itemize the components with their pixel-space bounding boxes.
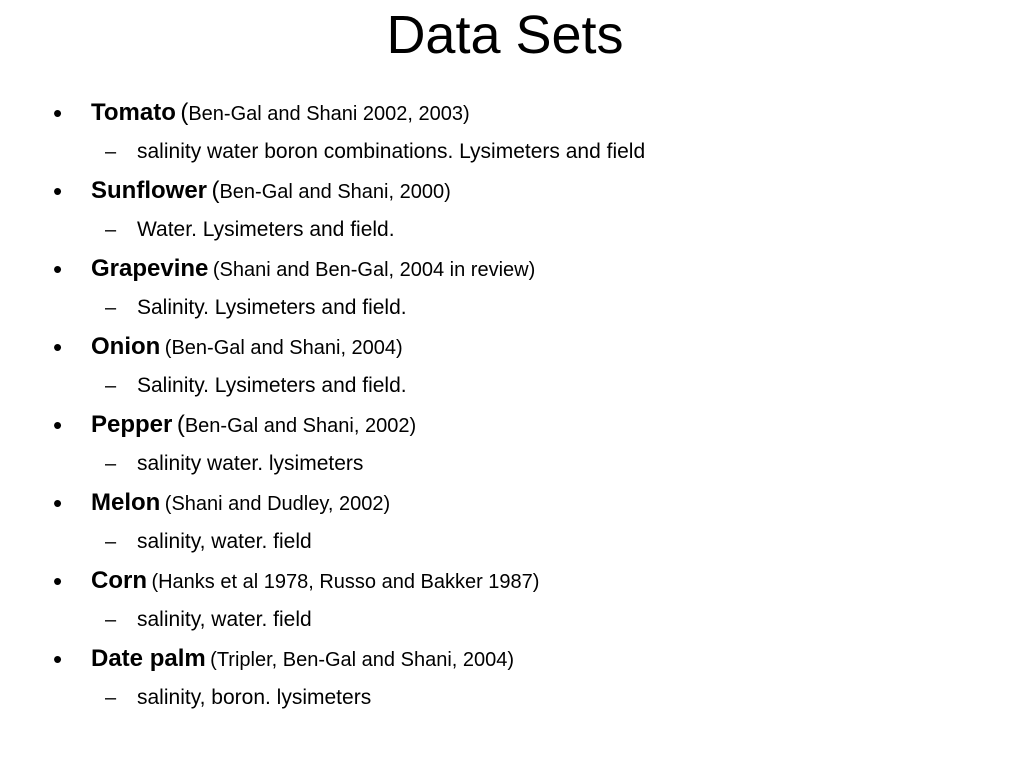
data-set-item-grapevine bbox=[0, 251, 1024, 329]
crop-entry bbox=[0, 251, 1024, 290]
crop-entry bbox=[0, 641, 1024, 680]
crop-entry bbox=[0, 329, 1024, 368]
bullet-icon: • bbox=[53, 332, 63, 362]
dash-icon: – bbox=[105, 687, 117, 709]
bullet-icon: • bbox=[53, 176, 63, 206]
data-set-item-pepper bbox=[0, 407, 1024, 485]
crop-detail: Water. Lysimeters and field. bbox=[137, 218, 395, 241]
crop-entry bbox=[0, 407, 1024, 446]
bullet-icon: • bbox=[53, 98, 63, 128]
data-set-item-date-palm bbox=[0, 641, 1024, 719]
bullet-icon: • bbox=[53, 410, 63, 440]
reference-paren: ( bbox=[211, 177, 220, 204]
data-set-list bbox=[0, 95, 1024, 719]
crop-detail-row bbox=[0, 446, 1024, 485]
crop-entry bbox=[0, 95, 1024, 134]
data-set-item-onion bbox=[0, 329, 1024, 407]
dash-icon: – bbox=[105, 219, 117, 241]
reference-text: (Hanks et al 1978, Russo and Bakker 1987) bbox=[151, 571, 540, 593]
crop-detail-row bbox=[0, 602, 1024, 641]
bullet-icon: • bbox=[53, 254, 63, 284]
crop-name: Melon bbox=[91, 489, 161, 516]
reference-paren: ( bbox=[180, 99, 189, 126]
crop-name: Corn bbox=[91, 567, 147, 594]
dash-icon: – bbox=[105, 375, 117, 397]
crop-entry bbox=[0, 173, 1024, 212]
reference-text: Ben-Gal and Shani, 2000) bbox=[219, 181, 451, 203]
data-set-item-tomato bbox=[0, 95, 1024, 173]
crop-name: Date palm bbox=[91, 645, 206, 672]
crop-name: Tomato bbox=[91, 99, 176, 126]
crop-name: Onion bbox=[91, 333, 161, 360]
crop-line bbox=[91, 407, 416, 446]
dash-icon: – bbox=[105, 453, 117, 475]
crop-detail: salinity water. lysimeters bbox=[137, 452, 364, 475]
crop-detail-row bbox=[0, 368, 1024, 407]
dash-icon: – bbox=[105, 141, 117, 163]
crop-detail-row bbox=[0, 212, 1024, 251]
reference-text: (Shani and Ben-Gal, 2004 in review) bbox=[212, 259, 536, 281]
bullet-icon: • bbox=[53, 488, 63, 518]
reference-text: Ben-Gal and Shani, 2002) bbox=[184, 415, 417, 437]
crop-detail: Salinity. Lysimeters and field. bbox=[137, 374, 407, 397]
crop-detail: salinity, water. field bbox=[137, 608, 312, 631]
bullet-icon: • bbox=[53, 566, 63, 596]
crop-line bbox=[91, 563, 539, 602]
crop-detail-row bbox=[0, 524, 1024, 563]
slide-title: Data Sets bbox=[386, 5, 624, 65]
crop-detail-row bbox=[0, 290, 1024, 329]
crop-line bbox=[91, 251, 535, 290]
bullet-icon: • bbox=[53, 644, 63, 674]
reference-text: (Shani and Dudley, 2002) bbox=[164, 493, 391, 515]
dash-icon: – bbox=[105, 297, 117, 319]
crop-entry bbox=[0, 485, 1024, 524]
crop-line bbox=[91, 329, 403, 368]
dash-icon: – bbox=[105, 531, 117, 553]
data-set-item-sunflower bbox=[0, 173, 1024, 251]
crop-detail-row bbox=[0, 680, 1024, 719]
crop-entry bbox=[0, 563, 1024, 602]
crop-line bbox=[91, 95, 470, 134]
crop-detail: salinity, boron. lysimeters bbox=[137, 686, 372, 709]
crop-name: Sunflower bbox=[91, 177, 208, 204]
crop-line bbox=[91, 485, 390, 524]
data-set-item-melon bbox=[0, 485, 1024, 563]
data-set-item-corn bbox=[0, 563, 1024, 641]
crop-line bbox=[91, 173, 451, 212]
crop-name: Grapevine bbox=[91, 255, 209, 282]
crop-detail: Salinity. Lysimeters and field. bbox=[137, 296, 407, 319]
crop-detail: salinity, water. field bbox=[137, 530, 312, 553]
reference-text: (Tripler, Ben-Gal and Shani, 2004) bbox=[210, 649, 515, 671]
crop-detail: salinity water boron combinations. Lysimeters and field bbox=[137, 140, 646, 163]
reference-text: (Ben-Gal and Shani, 2004) bbox=[164, 337, 403, 359]
reference-text: Ben-Gal and Shani 2002, 2003) bbox=[188, 103, 470, 125]
dash-icon: – bbox=[105, 609, 117, 631]
crop-name: Pepper bbox=[91, 411, 173, 438]
crop-detail-row bbox=[0, 134, 1024, 173]
reference-paren: ( bbox=[176, 411, 185, 438]
crop-line bbox=[91, 641, 514, 680]
